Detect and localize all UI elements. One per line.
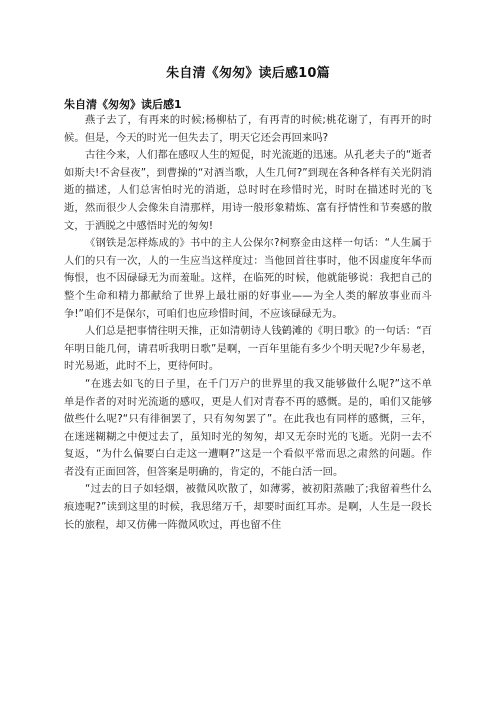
paragraph: 《钢铁是怎样炼成的》书中的主人公保尔?柯察金由这样一句话：“人生属于人们的只有一次，人的一生应当这样度过：当他回首往事时，他不因虚度年华而悔恨，也不因碌碌无为而羞耻。这样，在临死的时候，他就能够说：我把自己的整个生命和精力都献给了世界上最壮丽的好事业——为全人类的解放事业而斗争!”咱们不是保尔，可咱们也应珍惜时间，不应该碌碌无为。 xyxy=(64,237,432,320)
paragraph: “过去的日子如轻烟，被微风吹散了，如薄雾，被初阳蒸融了;我留着些什么痕迹呢?”读到这里的时候，我思绪万千，却要时面红耳赤。是啊，人生是一段长长的旅程，却又仿佛一阵微风吹过，再也留不住 xyxy=(64,483,432,531)
document-title: 朱自清《匆匆》读后感10篇 xyxy=(166,66,330,81)
article-body xyxy=(64,112,432,534)
paragraph: 古往今来，人们都在感叹人生的短促，时光流逝的迅速。从孔老夫子的“逝者如斯夫!不舍昼夜”，到曹操的“对酒当歌，人生几何?”到现在各种各样有关光阴消逝的描述，人们总害怕时光的消逝，总时时在珍惜时光，时时在描述时光的飞逝，然而很少人会像朱自清那样，用诗一般形象精炼、富有抒情性和节奏感的散文，于洒脱之中感悟时光的匆匆! xyxy=(64,149,432,232)
paragraph: “在逃去如飞的日子里，在千门万户的世界里的我又能够做什么呢?”这不单单是作者的对时光流逝的感叹，更是人们对青春不再的感慨。是的，咱们又能够做些什么呢?“只有徘徊罢了，只有匆匆罢了”。在此我也有同样的感慨，三年，在迷迷糊糊之中便过去了，虽知时光的匆匆，却又无奈时光的飞逝。光阴一去不复返，“为什么偏要白白走这一遭啊?”这是一个看似平常而思之肃然的问题。作者没有正面回答，但答案是明确的，肯定的，不能白活一回。 xyxy=(64,377,432,478)
paragraph: 燕子去了，有再来的时候;杨柳枯了，有再青的时候;桃花谢了，有再开的时候。但是，今天的时光一但失去了，明天它还会再回来吗? xyxy=(64,114,432,144)
paragraph: 人们总是把事情往明天推，正如清朝诗人钱鹤滩的《明日歌》的一句话：“百年明日能几何，请君听我明日歌”是啊，一百年里能有多少个明天呢?少年易老，时光易逝，此时不上，更待何时。 xyxy=(64,325,432,373)
section-title: 朱自清《匆匆》读后感1 xyxy=(64,98,182,111)
